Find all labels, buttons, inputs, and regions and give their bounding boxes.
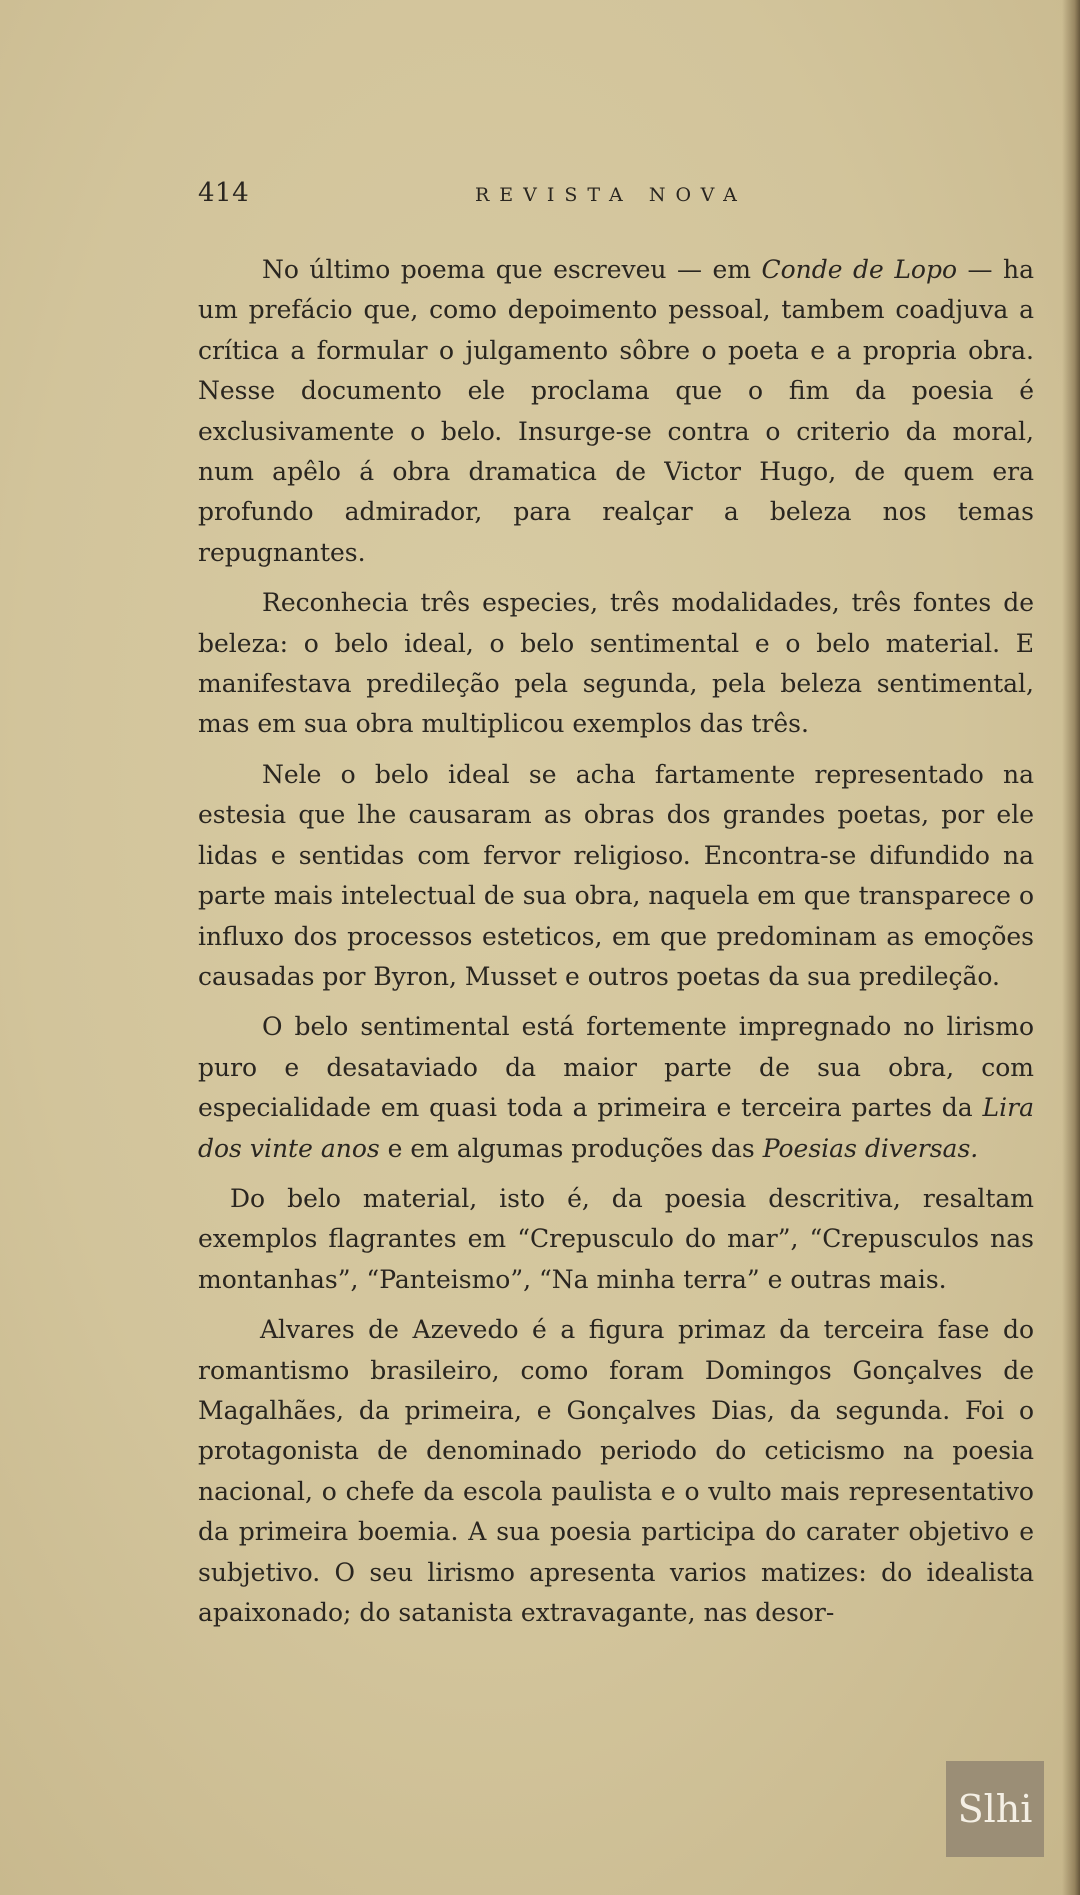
paragraph: [198, 1310, 1034, 1633]
text-segment: Reconhecia três especies, três modalidades, três fontes de beleza: o belo ideal, o belo sentimental e o belo material. E manifestava predileção pela segunda, pela beleza sentimental, mas em sua obra multiplicou exemplos das três.: [198, 588, 1034, 739]
work-title-italic: Conde de Lopo: [761, 255, 958, 284]
text-segment: Nele o belo ideal se acha fartamente representado na estesia que lhe causaram as obras dos grandes poetas, por ele lidas e sentidas com fervor religioso. Encontra-se difundido na parte mais intelectual de sua obra, naquela em que transparece o influxo dos processos esteticos, em que predominam as emoções causadas por Byron, Musset e outros poetas da sua predileção.: [198, 759, 1034, 991]
running-title: REVISTA NOVA: [475, 184, 747, 206]
text-segment: — ha um prefácio que, como depoimento pessoal, tambem coadjuva a crítica a formular o julgamento sôbre o poeta e a propria obra. Nesse documento ele proclama que o fim da poesia é exclusivamente o belo. Insurge-se contra o criterio da moral, num apêlo á obra dramatica de Victor Hugo, de quem era profundo admirador, para realçar a beleza nos temas repugnantes.: [198, 255, 1035, 567]
work-title-italic: Poesias diversas.: [762, 1133, 979, 1163]
work-title-italic: Lira dos vinte anos: [198, 1093, 1034, 1163]
text-segment: Do belo material, isto é, da poesia descritiva, resaltam exemplos flagrantes em “Crepusculo do mar”, “Crepusculos nas montanhas”, “Panteismo”, “Na minha terra” e outras mais.: [198, 1183, 1034, 1294]
text-segment: Alvares de Azevedo é a figura primaz da terceira fase do romantismo brasileiro, como foram Domingos Gonçalves de Magalhães, da primeira, e Gonçalves Dias, da segunda. Foi o protagonista de denominado periodo do ceticismo na poesia nacional, o chefe da escola paulista e o vulto mais representativo da primeira boemia. A sua poesia participa do carater objetivo e subjetivo. O seu lirismo apresenta varios matizes: do idealista apaixonado; do satanista extravagante, nas desor-: [198, 1315, 1034, 1627]
paragraph: [198, 1179, 1034, 1300]
page-number: 414: [198, 178, 250, 208]
text-segment: O belo sentimental está fortemente impregnado no lirismo puro e desataviado da maior parte de sua obra, com especialidade em quasi toda a primeira e terceira partes da: [198, 1012, 1034, 1123]
page-header: [198, 178, 1048, 218]
body-text: [198, 250, 1034, 1643]
text-segment: No último poema que escreveu — em: [262, 255, 762, 284]
paragraph: [198, 1007, 1034, 1169]
page-edge-shadow: [1062, 0, 1080, 1895]
text-segment: e em algumas produções das: [379, 1133, 763, 1163]
library-logo: Slhi: [946, 1761, 1044, 1857]
paragraph: [198, 250, 1034, 573]
paragraph: [198, 583, 1034, 745]
paragraph: [198, 755, 1034, 997]
